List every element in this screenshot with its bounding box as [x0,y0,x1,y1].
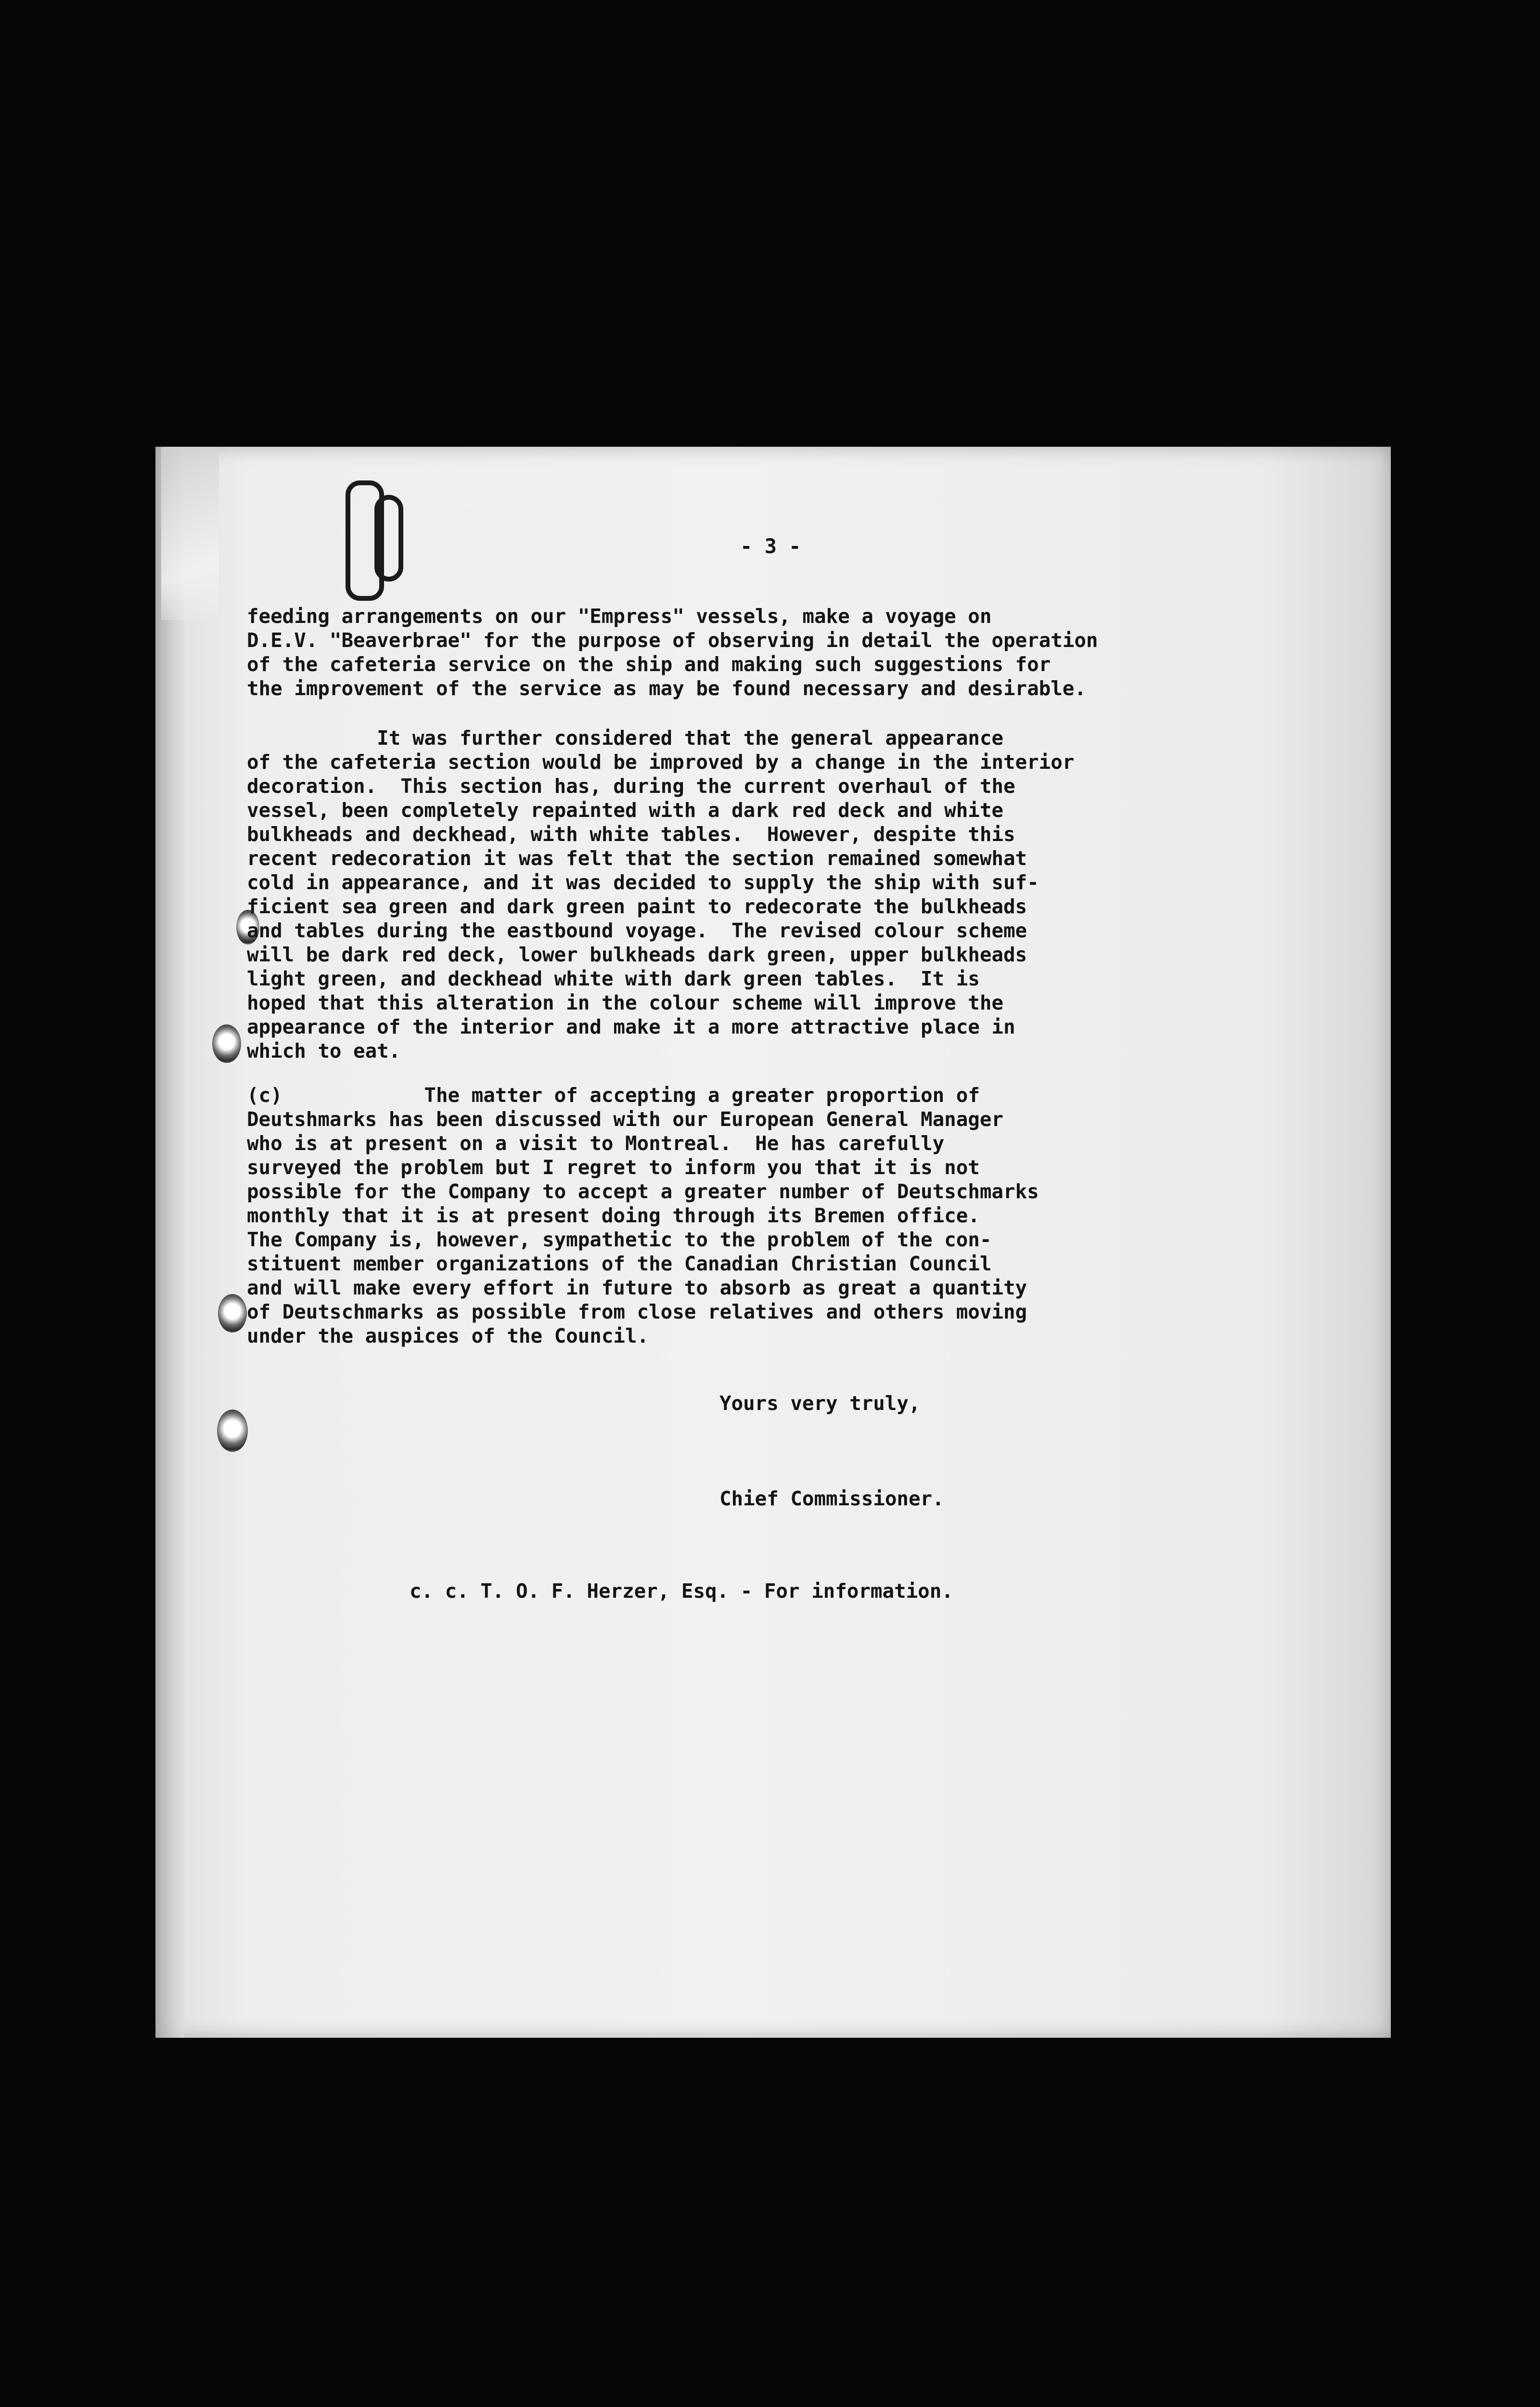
text-line: ficient sea green and dark green paint to redecorate the bulkheads [247,895,1027,918]
text-line: of the cafeteria section would be improved by a change in the interior [247,751,1075,774]
text-line: The Company is, however, sympathetic to the problem of the con- [247,1228,992,1251]
text-line: and tables during the eastbound voyage. The revised colour scheme [247,919,1027,942]
text-line: of Deutschmarks as possible from close relatives and others moving [247,1300,1027,1323]
text-line: Deutshmarks has been discussed with our European General Manager [247,1108,1003,1131]
text-line: monthly that it is at present doing through its Bremen office. [247,1204,980,1227]
page-number: - 3 - [740,534,801,558]
text-line: bulkheads and deckhead, with white tables. However, despite this [247,823,1015,846]
text-line: stituent member organizations of the Canadian Christian Council [247,1252,992,1275]
text-line: under the auspices of the Council. [247,1324,649,1347]
text-line: recent redecoration it was felt that the section remained somewhat [247,847,1027,870]
punch-hole-icon [218,1294,247,1333]
page-left-edge [155,447,184,2038]
text-line: possible for the Company to accept a greater number of Deutschmarks [247,1180,1039,1203]
text-line: (c) The matter of accepting a greater proportion of [247,1084,980,1107]
text-line: and will make every effort in future to absorb as great a quantity [247,1276,1027,1299]
text-line: hoped that this alteration in the colour scheme will improve the [247,991,1003,1014]
cc-line: c. c. T. O. F. Herzer, Esq. - For information. [410,1579,953,1603]
signature-title: Chief Commissioner. [719,1487,944,1510]
closing-salutation: Yours very truly, [719,1392,921,1415]
text-line: light green, and deckhead white with dark green tables. It is [247,967,980,990]
text-line: feeding arrangements on our "Empress" vessels, make a voyage on [247,605,992,628]
text-line: cold in appearance, and it was decided to supply the ship with suf- [247,871,1039,894]
text-line: vessel, been completely repainted with a dark red deck and white [247,799,1003,822]
text-line: who is at present on a visit to Montreal. He has carefully [247,1132,945,1155]
page-top-corner-shading [161,447,219,620]
punch-hole-icon [212,1024,241,1063]
text-line: It was further considered that the general appearance [247,726,1003,750]
punch-hole-icon [217,1410,248,1452]
text-line: which to eat. [247,1039,401,1062]
text-line: surveyed the problem but I regret to inform you that it is not [247,1156,980,1179]
text-line: appearance of the interior and make it a more attractive place in [247,1015,1015,1038]
text-line: the improvement of the service as may be found necessary and desirable. [247,677,1086,700]
text-line: decoration. This section has, during the current overhaul of the [247,775,1015,798]
paper-clip-inner-loop [374,495,403,582]
text-line: will be dark red deck, lower bulkheads dark green, upper bulkheads [247,943,1027,966]
text-line: D.E.V. "Beaverbrae" for the purpose of observing in detail the operation [247,629,1098,652]
text-line: of the cafeteria service on the ship and making such suggestions for [247,653,1051,676]
